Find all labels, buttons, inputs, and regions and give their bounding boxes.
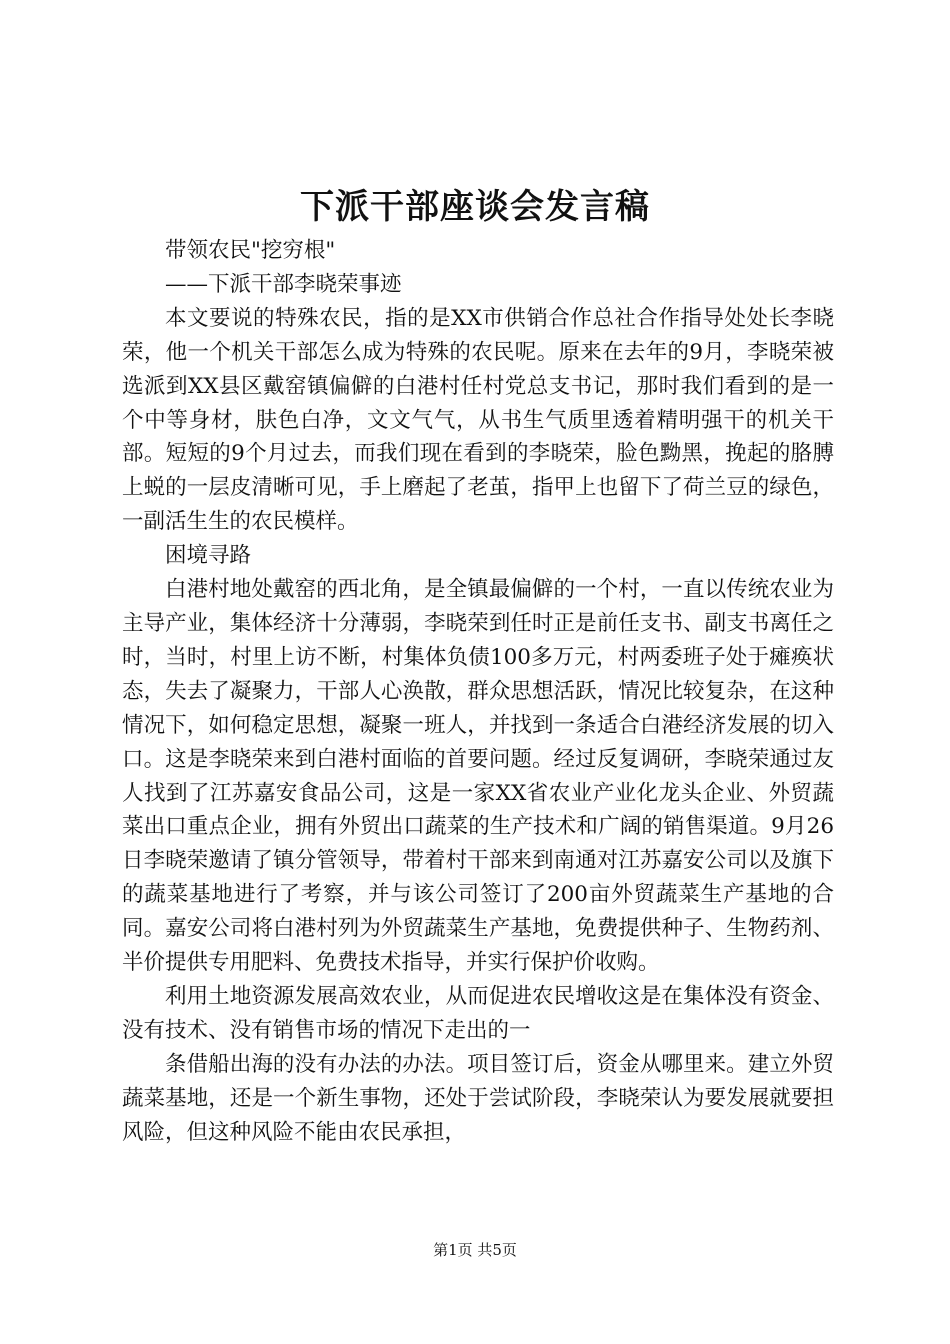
subtitle-byline: ——下派干部李晓荣事迹 [165,271,402,297]
body-paragraph: 条借船出海的没有办法的办法。项目签订后，资金从哪里来。建立外贸蔬菜基地，还是一个新生事物，还处于尝试阶段，李晓荣认为要发展就要担风险，但这种风险不能由农民承担， [122,1051,834,1145]
page-footer: 第1页 共5页 [433,1241,517,1259]
body-paragraph: 本文要说的特殊农民，指的是XX市供销合作总社合作指导处处长李晓荣，他一个机关干部怎么成为特殊的农民呢。原来在去年的9月，李晓荣被选派到XX县区戴窑镇偏僻的白港村任村党总支书记，那时我们看到的是一个中等身材，肤色白净，文文气气，从书生气质里透着精明强干的机关干部。短短的9个月过去，而我们现在看到的李晓荣，脸色黝黑，挽起的胳膊上蜕的一层皮清晰可见，手上磨起了老茧，指甲上也留下了荷兰豆的绿色，一副活生生的农民模样。 [122,305,834,535]
document-body [122,234,834,1149]
body-paragraph: 白港村地处戴窑的西北角，是全镇最偏僻的一个村，一直以传统农业为主导产业，集体经济十分薄弱，李晓荣到任时正是前任支书、副支书离任之时，当时，村里上访不断，村集体负债100多万元，村两委班子处于瘫痪状态，失去了凝聚力，干部人心涣散，群众思想活跃，情况比较复杂，在这种情况下，如何稳定思想，凝聚一班人，并找到一条适合白港经济发展的切入口。这是李晓荣来到白港村面临的首要问题。经过反复调研，李晓荣通过友人找到了江苏嘉安食品公司，这是一家XX省农业产业化龙头企业、外贸蔬菜出口重点企业，拥有外贸出口蔬菜的生产技术和广阔的销售渠道。9月26日李晓荣邀请了镇分管领导，带着村干部来到南通对江苏嘉安公司以及旗下的蔬菜基地进行了考察，并与该公司签订了200亩外贸蔬菜生产基地的合同。嘉安公司将白港村列为外贸蔬菜生产基地，免费提供种子、生物药剂、半价提供专用肥料、免费技术指导，并实行保护价收购。 [122,577,834,976]
section-heading: 困境寻路 [165,543,252,569]
subtitle-line: 带领农民"挖穷根" [165,238,336,263]
body-paragraph: 利用土地资源发展高效农业，从而促进农民增收这是在集体没有资金、没有技术、没有销售市场的情况下走出的一 [122,983,834,1043]
document-title: 下派干部座谈会发言稿 [300,187,650,227]
